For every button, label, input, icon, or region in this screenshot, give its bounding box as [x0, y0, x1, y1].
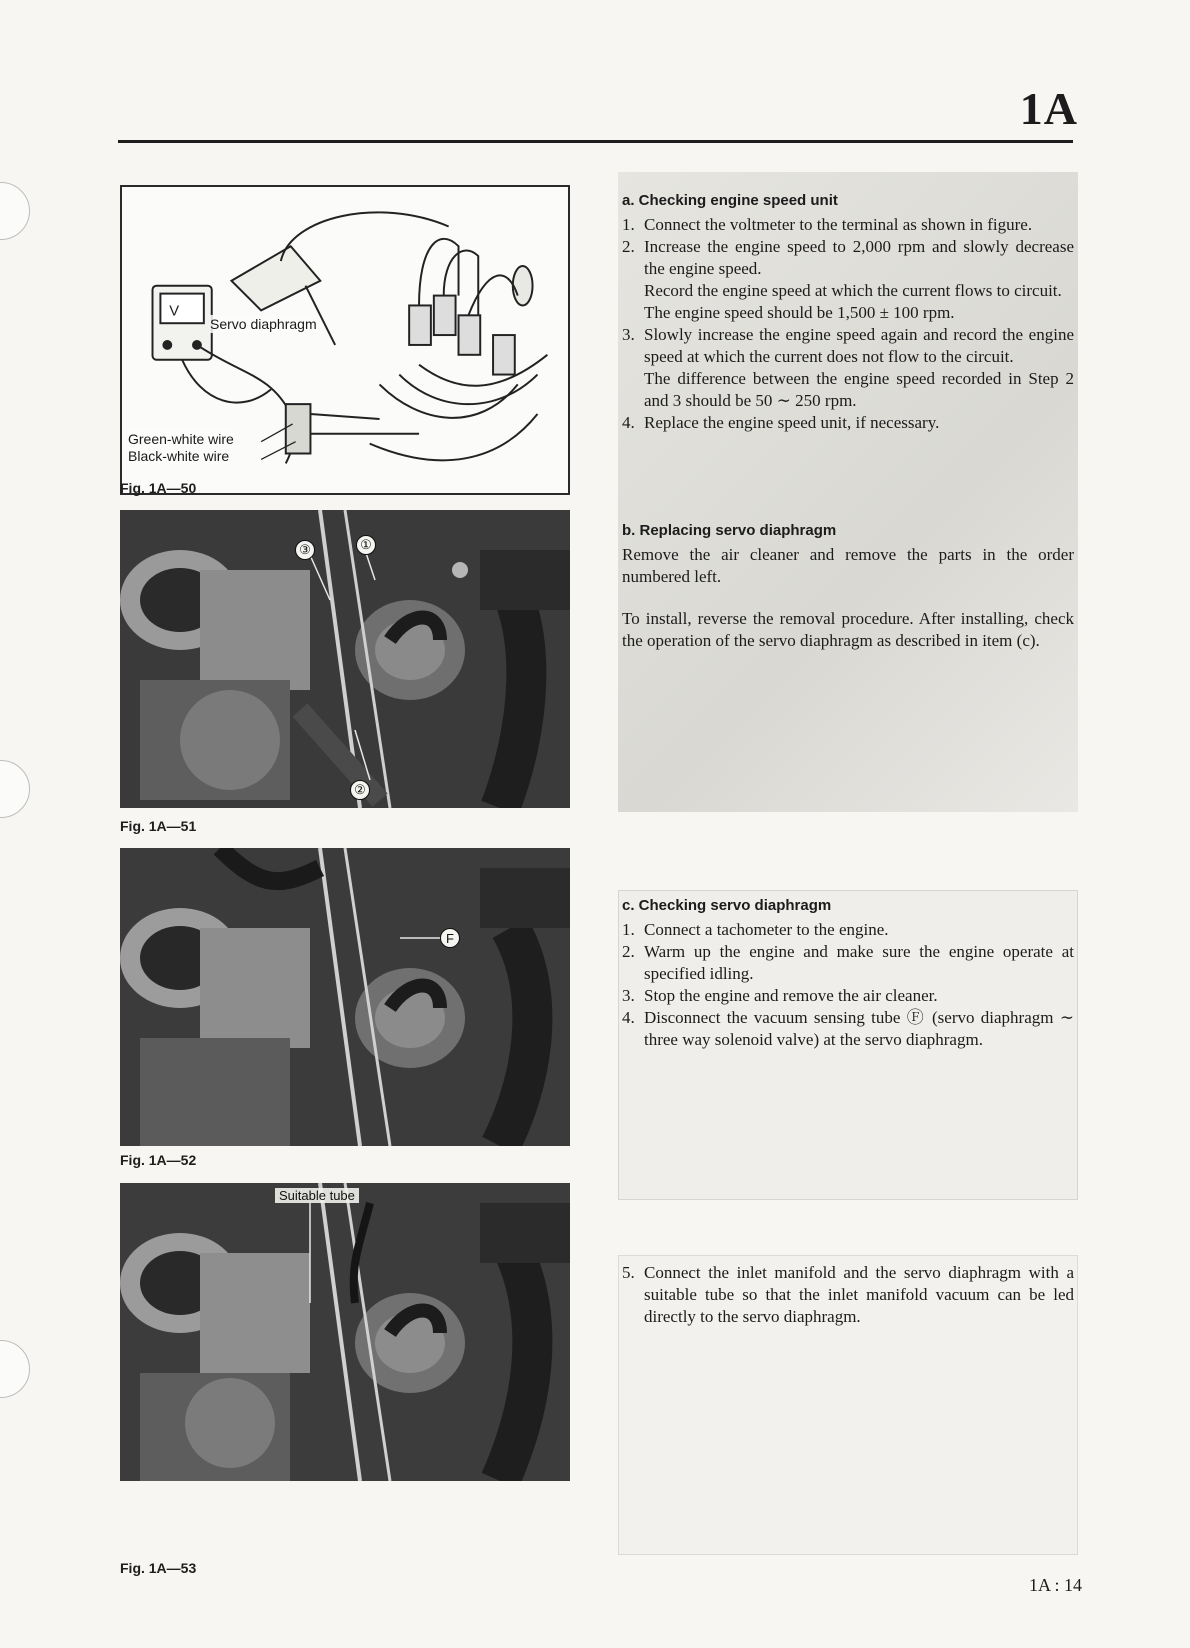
engine-photo-52: [120, 848, 570, 1146]
caption-fig-1a-53: Fig. 1A—53: [120, 1560, 197, 1576]
label-servo-diaphragm: Servo diaphragm: [210, 316, 317, 332]
section-c-step-2: 2. Warm up the engine and make sure the engine operate at specified idling.: [622, 942, 1074, 983]
section-c-step-4: 4. Disconnect the vacuum sensing tube Ⓕ (servo diaphragm ∼ three way solenoid valve) at the servo diaphragm.: [622, 1008, 1074, 1049]
section-c-heading: c. Checking servo diaphragm: [622, 897, 832, 914]
section-b-paragraph-1: Remove the air cleaner and remove the parts in the order numbered left.: [622, 545, 1074, 586]
section-a-step-4: 4. Replace the engine speed unit, if necessary.: [622, 413, 940, 432]
figure-1a-52-photo: [120, 848, 570, 1146]
section-c-steps: [622, 919, 1074, 1051]
header-rule: [118, 140, 1073, 143]
callout-2: ②: [350, 780, 370, 800]
section-a-step-3: 3. Slowly increase the engine speed again and record the engine speed at which the current does not flow to the circuit. The difference between the engine speed recorded in Step 2 and 3 should be 50 ∼ 250 rpm.: [622, 325, 1074, 410]
voltmeter-symbol: V: [169, 303, 180, 320]
label-black-white-wire: Black-white wire: [128, 448, 230, 464]
label-green-white-wire: Green-white wire: [128, 431, 234, 447]
section-c-step-5: 5. Connect the inlet manifold and the servo diaphragm with a suitable tube so that the inlet manifold vacuum can be led directly to the servo diaphragm.: [622, 1263, 1074, 1326]
section-c-checking-servo-diaphragm: [622, 895, 1074, 1051]
figure-1a-50-diagram: [120, 185, 570, 495]
binder-hole-middle: [0, 760, 30, 818]
callout-3: ③: [295, 540, 315, 560]
callout-1: ①: [356, 535, 376, 555]
section-a-steps: [622, 214, 1074, 434]
section-c-step-1: 1. Connect a tachometer to the engine.: [622, 920, 889, 939]
page-number: 1A : 14: [1028, 1575, 1082, 1595]
label-suitable-tube: Suitable tube: [275, 1188, 359, 1203]
section-b-heading: b. Replacing servo diaphragm: [622, 522, 837, 539]
servo-diaphragm-shape: [231, 246, 320, 310]
figure-1a-51-photo: [120, 510, 570, 808]
caption-fig-1a-51: Fig. 1A—51: [120, 818, 197, 834]
section-b-replacing-servo-diaphragm: [622, 520, 1074, 652]
caption-fig-1a-50: Fig. 1A—50: [120, 480, 197, 496]
caption-fig-1a-52: Fig. 1A—52: [120, 1152, 197, 1168]
voltmeter-dial: [160, 294, 203, 324]
section-c-step-3: 3. Stop the engine and remove the air cleaner.: [622, 986, 938, 1005]
section-a-checking-engine-speed-unit: [622, 190, 1074, 434]
binder-hole-top: [0, 182, 30, 240]
figure-1a-53-photo: [120, 1183, 570, 1481]
binder-hole-bottom: [0, 1340, 30, 1398]
section-c-step-5-block: [622, 1262, 1074, 1328]
section-a-step-1: 1. Connect the voltmeter to the terminal as shown in figure.: [622, 215, 1033, 234]
section-code: 1A: [1019, 83, 1078, 134]
engine-photo-51: [120, 510, 570, 808]
engine-photo-53: [120, 1183, 570, 1481]
section-b-paragraph-2: To install, reverse the removal procedure. After installing, check the operation of the servo diaphragm as described in item (c).: [622, 609, 1074, 650]
callout-f: F: [440, 928, 460, 948]
section-a-heading: a. Checking engine speed unit: [622, 192, 838, 209]
section-a-step-2: 2. Increase the engine speed to 2,000 rpm and slowly decrease the engine speed. Record the engine speed at which the current flows to circuit. The engine speed should be 1,500 ± 100 rpm.: [622, 237, 1074, 322]
